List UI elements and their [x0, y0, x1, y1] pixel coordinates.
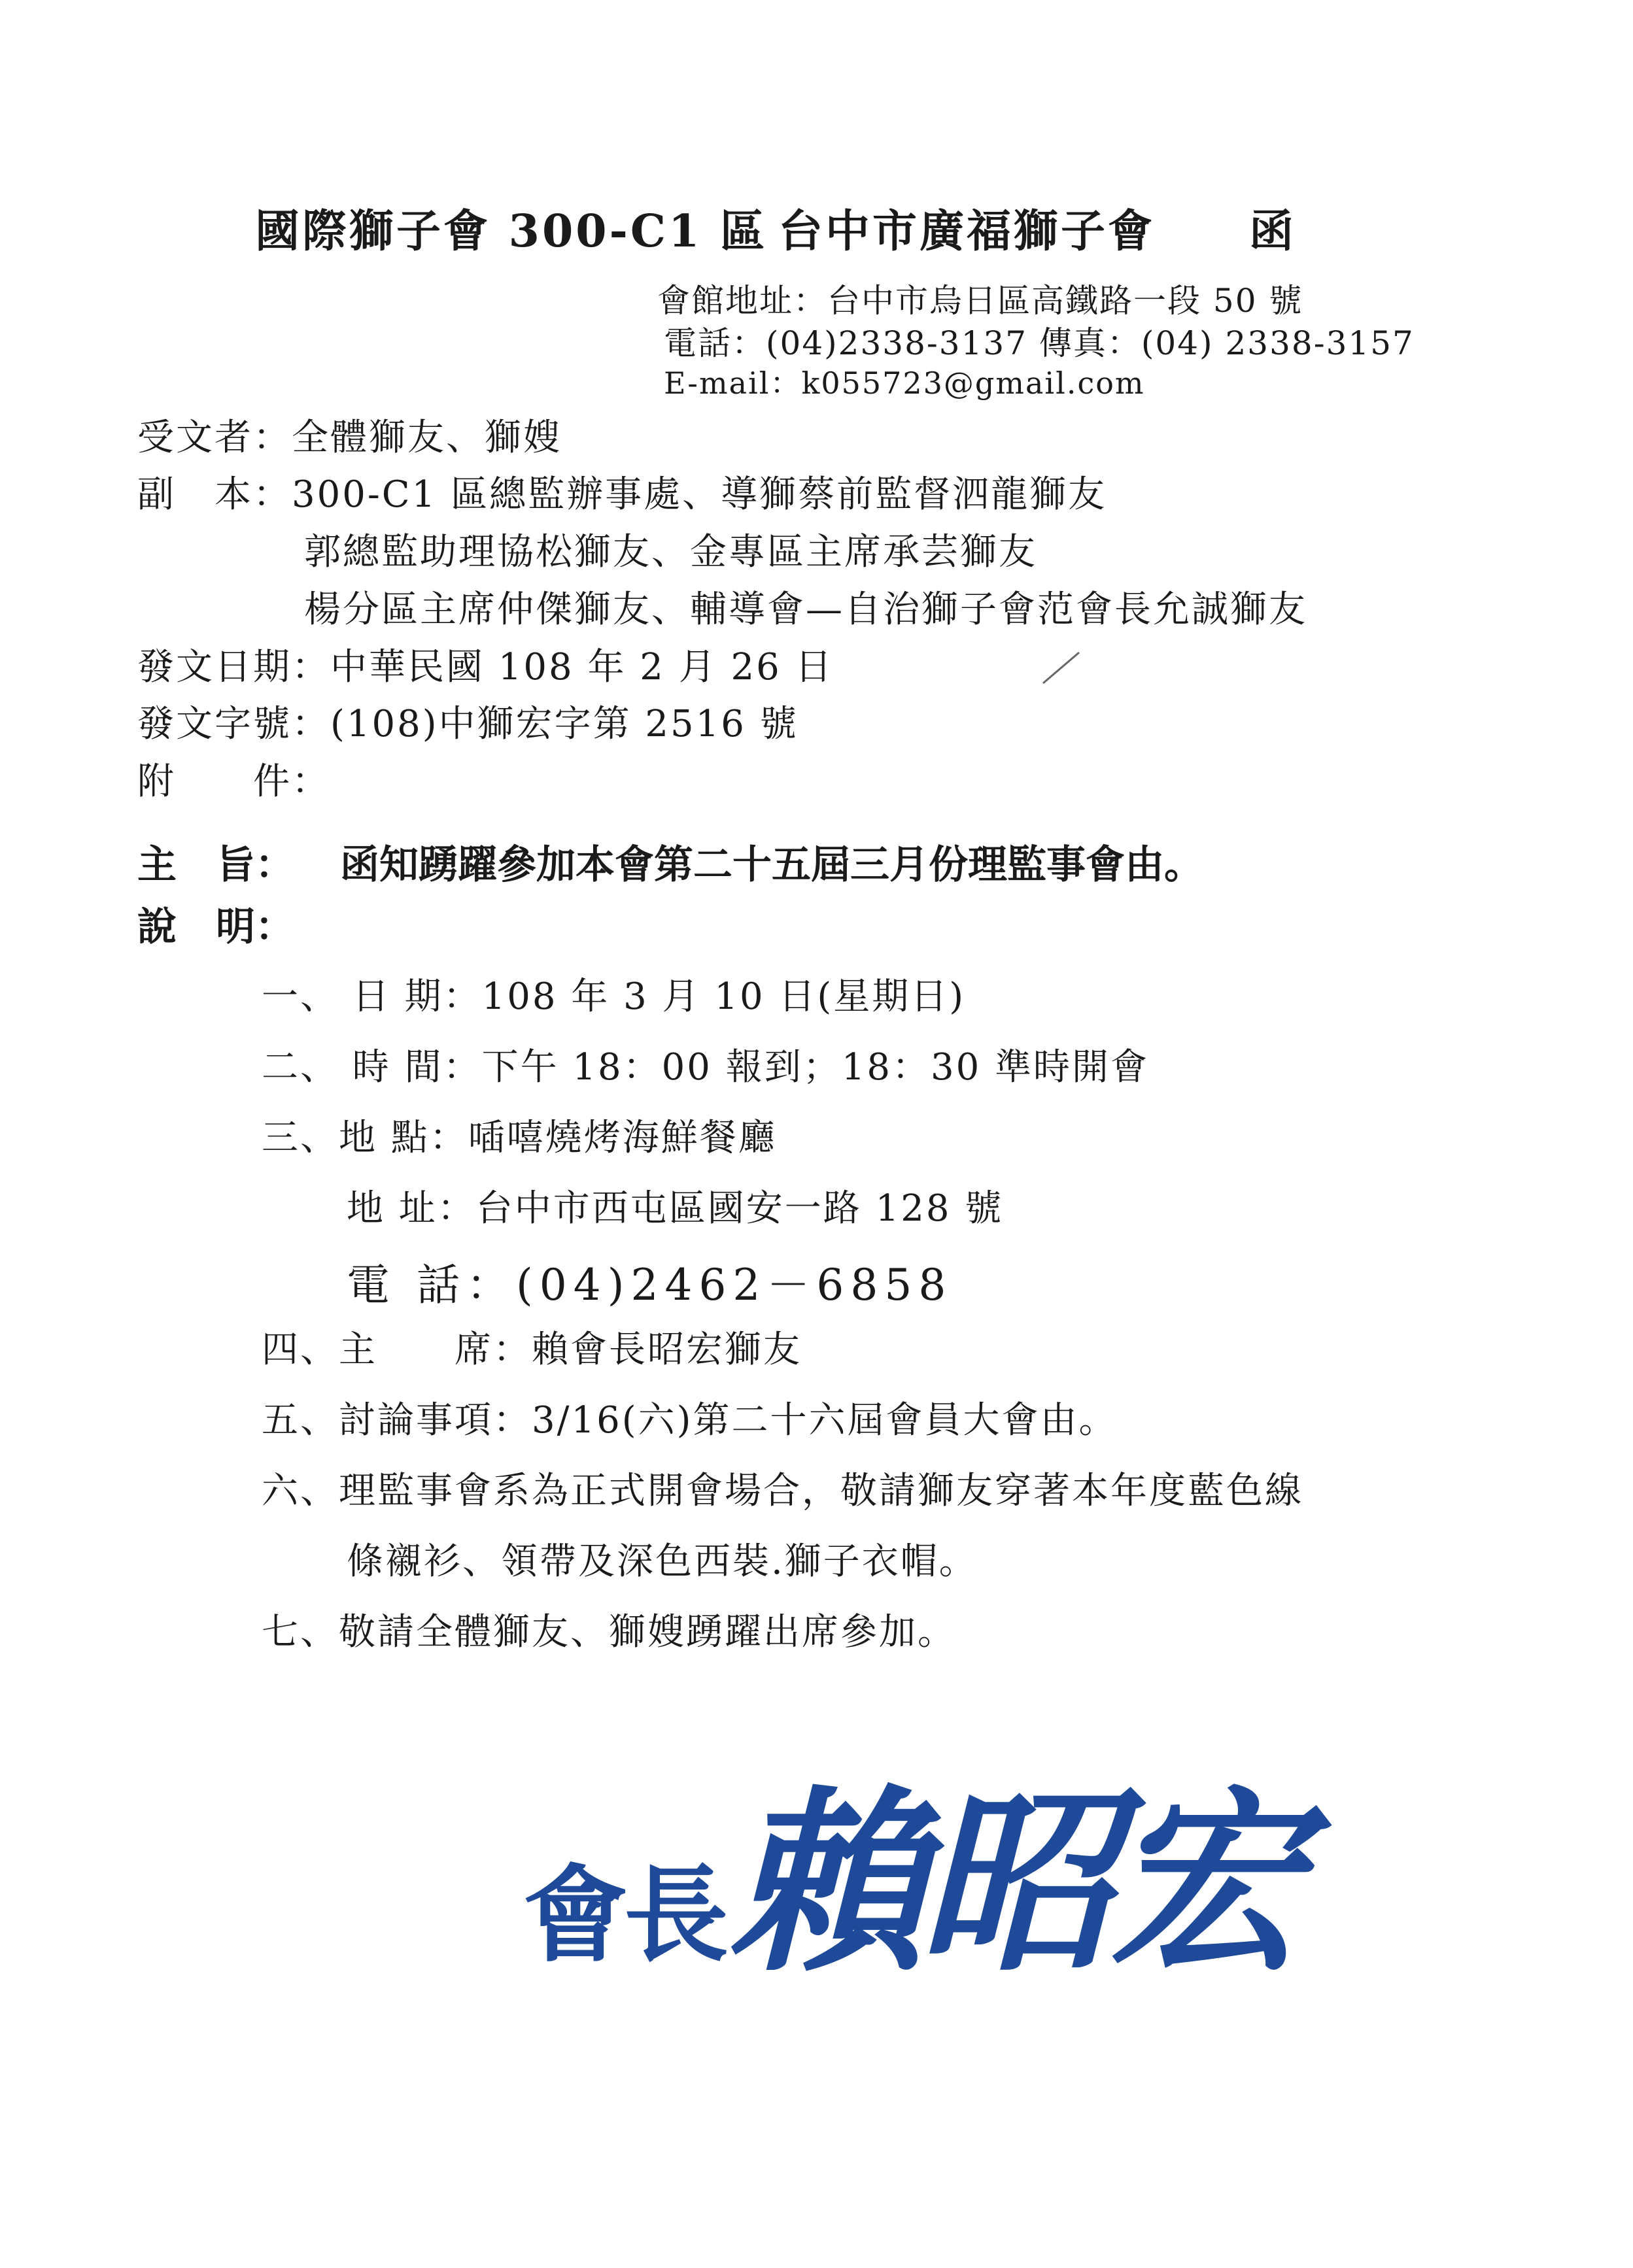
- club-email: E-mail：k055723@gmail.com: [664, 365, 1145, 401]
- pen-mark: [1040, 647, 1086, 686]
- document-number: 發文字號：(108)中獅宏字第 2516 號: [137, 703, 799, 745]
- club-address: 會館地址：台中市烏日區高鐵路一段 50 號: [657, 282, 1303, 320]
- item-date: 一、 日 期：108 年 3 月 10 日(星期日): [262, 975, 966, 1018]
- subject-label: 主 旨：: [137, 842, 294, 888]
- copy-line-1: 副 本：300-C1 區總監辦事處、導獅蔡前監督泗龍獅友: [137, 473, 1107, 516]
- president-signature: [523, 1726, 1298, 2008]
- item-dress-code-cont: 條襯衫、領帶及深色西裝.獅子衣帽。: [347, 1540, 978, 1583]
- copy-line-3: 楊分區主席仲傑獅友、輔導會—自治獅子會范會長允誠獅友: [304, 588, 1307, 631]
- signature-name: 賴昭宏: [728, 1770, 1298, 1998]
- org-name: 國際獅子會 300-C1 區: [255, 205, 767, 258]
- subject-text: 函知踴躍參加本會第二十五屆三月份理監事會由。: [340, 842, 1203, 888]
- item-chair: 四、主 席：賴會長昭宏獅友: [262, 1329, 802, 1371]
- copy-line-2: 郭總監助理協松獅友、金專區主席承芸獅友: [304, 531, 1037, 573]
- club-phone-fax: 電話：(04)2338-3137 傳真：(04) 2338-3157: [664, 324, 1415, 362]
- item-attendance: 七、敬請全體獅友、獅嫂踴躍出席參加。: [262, 1611, 956, 1653]
- recipient-line: 受文者：全體獅友、獅嫂: [137, 416, 562, 459]
- item-venue-address: 地 址：台中市西屯區國安一路 128 號: [347, 1187, 1004, 1230]
- item-venue: 三、地 點：喢嘻燒烤海鮮餐廳: [262, 1117, 777, 1159]
- doc-type: 函: [1249, 205, 1297, 258]
- item-venue-phone: 電 話：(04)2462－6858: [347, 1260, 953, 1310]
- issue-date: 發文日期：中華民國 108 年 2 月 26 日: [137, 646, 834, 688]
- signature-title: 會長: [523, 1854, 725, 1976]
- item-agenda: 五、討論事項：3/16(六)第二十六屆會員大會由。: [262, 1399, 1118, 1442]
- item-time: 二、 時 間：下午 18：00 報到；18：30 準時開會: [262, 1046, 1150, 1089]
- item-dress-code: 六、理監事會系為正式開會場合，敬請獅友穿著本年度藍色線: [262, 1470, 1303, 1512]
- explanation-label: 說 明：: [137, 904, 294, 950]
- attachment-line: 附 件：: [137, 760, 330, 803]
- club-name: 台中市廣福獅子會: [778, 205, 1156, 258]
